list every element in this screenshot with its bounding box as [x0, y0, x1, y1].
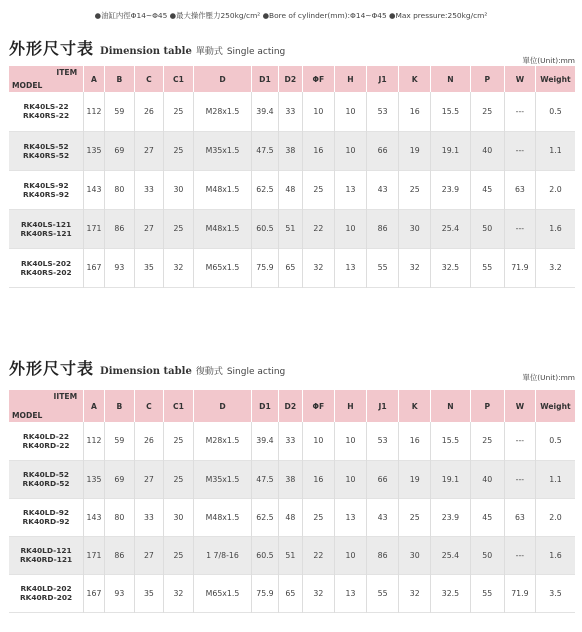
value-cell: 16: [399, 92, 431, 131]
value-cell: 30: [399, 209, 431, 248]
value-cell: 10: [302, 422, 334, 460]
column-header: ΦF: [302, 66, 334, 92]
column-header: J1: [367, 390, 399, 422]
item-label: IITEM: [53, 392, 78, 401]
model-cell: [9, 460, 84, 498]
value-cell: 171: [84, 536, 105, 574]
table-row: [9, 536, 575, 574]
model-cell: [9, 92, 84, 131]
table-row: [9, 209, 575, 248]
table-row: [9, 92, 575, 131]
value-cell: 171: [84, 209, 105, 248]
value-cell: 25: [302, 170, 334, 209]
value-cell: 55: [367, 248, 399, 287]
value-cell: 27: [134, 131, 163, 170]
column-header: D1: [252, 390, 279, 422]
column-header: P: [470, 390, 504, 422]
title-type: 單動式: [195, 47, 223, 57]
value-cell: 47.5: [252, 460, 279, 498]
value-cell: 27: [134, 460, 163, 498]
value-cell: 39.4: [252, 422, 279, 460]
value-cell: 60.5: [252, 536, 279, 574]
model-name-right: RK40RD-202: [19, 593, 73, 602]
value-cell: ---: [504, 422, 535, 460]
value-cell: 0.5: [535, 422, 575, 460]
value-cell: 143: [84, 170, 105, 209]
value-cell: 33: [278, 92, 302, 131]
value-cell: 75.9: [252, 574, 279, 612]
value-cell: 80: [104, 498, 134, 536]
value-cell: 65: [278, 574, 302, 612]
value-cell: 32: [399, 248, 431, 287]
item-model-header: [9, 66, 84, 92]
model-name-right: RK40RD-52: [22, 479, 70, 488]
column-header: C: [134, 390, 163, 422]
value-cell: 66: [367, 131, 399, 170]
value-cell: 13: [334, 574, 366, 612]
value-cell: 25: [163, 460, 193, 498]
value-cell: 13: [334, 170, 366, 209]
value-cell: 1.1: [535, 460, 575, 498]
value-cell: 25: [470, 422, 504, 460]
value-cell: ---: [504, 460, 535, 498]
value-cell: 19.1: [431, 460, 470, 498]
value-cell: 38: [278, 460, 302, 498]
value-cell: 43: [367, 498, 399, 536]
value-cell: 10: [334, 422, 366, 460]
value-cell: 2.0: [535, 170, 575, 209]
value-cell: 32.5: [431, 574, 470, 612]
value-cell: 53: [367, 422, 399, 460]
model-name-left: RK40LD-121: [20, 546, 72, 555]
value-cell: 19: [399, 460, 431, 498]
value-cell: ---: [504, 536, 535, 574]
value-cell: 23.9: [431, 170, 470, 209]
value-cell: 47.5: [252, 131, 279, 170]
model-cell: [9, 131, 84, 170]
value-cell: 16: [399, 422, 431, 460]
value-cell: 15.5: [431, 92, 470, 131]
model-name-left: RK40LS-202: [20, 258, 72, 268]
value-cell: 35: [134, 248, 163, 287]
value-cell: 93: [104, 248, 134, 287]
value-cell: 27: [134, 536, 163, 574]
column-header: D: [193, 66, 251, 92]
value-cell: 0.5: [535, 92, 575, 131]
value-cell: 25: [399, 170, 431, 209]
model-name-left: RK40LS-92: [23, 180, 69, 190]
value-cell: 1.6: [535, 209, 575, 248]
model-name-right: RK40RS-22: [23, 111, 70, 121]
column-header: Weight: [535, 66, 575, 92]
column-header: C1: [163, 66, 193, 92]
value-cell: 135: [84, 460, 105, 498]
value-cell: 19.1: [431, 131, 470, 170]
column-header: ΦF: [302, 390, 334, 422]
model-name-left: RK40LD-52: [23, 470, 70, 479]
value-cell: 60.5: [252, 209, 279, 248]
model-name-right: RK40RS-202: [20, 267, 72, 277]
table-row: [9, 422, 575, 460]
value-cell: 93: [104, 574, 134, 612]
model-name-left: RK40LD-92: [23, 508, 70, 517]
value-cell: 112: [84, 422, 105, 460]
value-cell: 13: [334, 248, 366, 287]
column-header: H: [334, 66, 366, 92]
value-cell: 50: [470, 536, 504, 574]
column-header: N: [431, 390, 470, 422]
table-row: [9, 498, 575, 536]
value-cell: 40: [470, 131, 504, 170]
column-header: P: [470, 66, 504, 92]
value-cell: 30: [163, 170, 193, 209]
value-cell: 50: [470, 209, 504, 248]
column-header: J1: [367, 66, 399, 92]
value-cell: 55: [367, 574, 399, 612]
model-name-left: RK40LD-22: [23, 431, 70, 441]
value-cell: 27: [134, 209, 163, 248]
model-name-left: RK40LS-22: [23, 102, 69, 112]
value-cell: M48x1.5: [193, 209, 251, 248]
title-mode: Single acting: [226, 47, 286, 57]
value-cell: ---: [504, 131, 535, 170]
column-header: A: [84, 390, 105, 422]
model-label: MODEL: [12, 411, 43, 420]
value-cell: 3.5: [535, 574, 575, 612]
value-cell: 69: [104, 460, 134, 498]
column-header: D: [193, 390, 251, 422]
value-cell: 86: [104, 536, 134, 574]
column-header: C: [134, 66, 163, 92]
value-cell: 55: [470, 248, 504, 287]
value-cell: 25: [163, 422, 193, 460]
column-header: K: [399, 390, 431, 422]
table-header-row: [9, 66, 575, 92]
value-cell: 48: [278, 170, 302, 209]
column-header: W: [504, 66, 535, 92]
value-cell: M65x1.5: [193, 248, 251, 287]
value-cell: M35x1.5: [193, 131, 251, 170]
value-cell: 112: [84, 92, 105, 131]
value-cell: 32: [399, 574, 431, 612]
value-cell: 59: [104, 92, 134, 131]
dimension-section-double: [9, 356, 575, 626]
value-cell: 25: [470, 92, 504, 131]
column-header: C1: [163, 390, 193, 422]
value-cell: 15.5: [431, 422, 470, 460]
value-cell: 1.1: [535, 131, 575, 170]
value-cell: ---: [504, 92, 535, 131]
column-header: D2: [278, 66, 302, 92]
value-cell: 75.9: [252, 248, 279, 287]
table-row: [9, 248, 575, 287]
value-cell: M28x1.5: [193, 422, 251, 460]
value-cell: 51: [278, 209, 302, 248]
value-cell: 69: [104, 131, 134, 170]
column-header: B: [104, 66, 134, 92]
value-cell: 16: [302, 131, 334, 170]
column-header: W: [504, 390, 535, 422]
value-cell: 45: [470, 498, 504, 536]
title-chinese: 外形尺寸表: [9, 39, 95, 58]
value-cell: 71.9: [504, 248, 535, 287]
value-cell: 10: [334, 131, 366, 170]
model-cell: [9, 498, 84, 536]
value-cell: 25: [163, 92, 193, 131]
value-cell: 62.5: [252, 170, 279, 209]
column-header: D2: [278, 390, 302, 422]
value-cell: 2.0: [535, 498, 575, 536]
model-cell: [9, 536, 84, 574]
model-name-right: RK40RS-92: [23, 189, 70, 199]
value-cell: 86: [367, 536, 399, 574]
column-header: A: [84, 66, 105, 92]
dimension-table: [9, 66, 575, 288]
table-header-row: [9, 390, 575, 422]
value-cell: M48x1.5: [193, 170, 251, 209]
model-cell: [9, 170, 84, 209]
value-cell: 25: [399, 498, 431, 536]
column-header: Weight: [535, 390, 575, 422]
model-cell: [9, 574, 84, 612]
model-name-right: RK40RD-22: [22, 440, 70, 450]
value-cell: M48x1.5: [193, 498, 251, 536]
model-name-right: RK40RS-121: [20, 228, 72, 238]
value-cell: 32: [302, 574, 334, 612]
value-cell: 30: [163, 498, 193, 536]
value-cell: 35: [134, 574, 163, 612]
column-header: B: [104, 390, 134, 422]
value-cell: 48: [278, 498, 302, 536]
value-cell: 63: [504, 498, 535, 536]
value-cell: 43: [367, 170, 399, 209]
value-cell: 45: [470, 170, 504, 209]
value-cell: 86: [367, 209, 399, 248]
value-cell: 25: [163, 131, 193, 170]
model-name-left: RK40LD-202: [20, 584, 72, 593]
title-english: Dimension table: [100, 46, 192, 57]
value-cell: 53: [367, 92, 399, 131]
value-cell: M28x1.5: [193, 92, 251, 131]
item-model-header: [9, 390, 84, 422]
value-cell: 25.4: [431, 209, 470, 248]
value-cell: 26: [134, 422, 163, 460]
value-cell: 10: [334, 536, 366, 574]
value-cell: 86: [104, 209, 134, 248]
value-cell: 80: [104, 170, 134, 209]
value-cell: 22: [302, 536, 334, 574]
value-cell: 3.2: [535, 248, 575, 287]
dimension-section-single: [9, 36, 575, 281]
title-mode: Single acting: [226, 367, 286, 377]
value-cell: 25: [163, 536, 193, 574]
value-cell: ---: [504, 209, 535, 248]
column-header: N: [431, 66, 470, 92]
table-row: [9, 574, 575, 612]
value-cell: 23.9: [431, 498, 470, 536]
value-cell: 32.5: [431, 248, 470, 287]
table-row: [9, 131, 575, 170]
model-label: MODEL: [12, 81, 43, 90]
value-cell: 33: [278, 422, 302, 460]
value-cell: 10: [334, 209, 366, 248]
unit-label: 單位(Unit):mm: [522, 373, 575, 382]
value-cell: 1 7/8-16: [193, 536, 251, 574]
unit-label: 單位(Unit):mm: [522, 56, 575, 65]
value-cell: 19: [399, 131, 431, 170]
value-cell: M35x1.5: [193, 460, 251, 498]
model-name-right: RK40RD-121: [19, 555, 73, 564]
value-cell: 10: [302, 92, 334, 131]
section-title: [9, 356, 285, 379]
column-header: K: [399, 66, 431, 92]
value-cell: 10: [334, 460, 366, 498]
table-row: [9, 460, 575, 498]
value-cell: 65: [278, 248, 302, 287]
value-cell: 66: [367, 460, 399, 498]
column-header: D1: [252, 66, 279, 92]
section-title: [9, 36, 285, 59]
table-row: [9, 170, 575, 209]
value-cell: 25: [302, 498, 334, 536]
model-cell: [9, 248, 84, 287]
value-cell: 63: [504, 170, 535, 209]
model-name-right: RK40RD-92: [22, 517, 70, 526]
value-cell: 167: [84, 574, 105, 612]
spec-header-line: ●油缸内徑Φ14~Φ45 ●最大操作壓力250kg/cm² ●Bore of cylinder(mm):Φ14~Φ45 ●Max pressure:250kg/cm²: [94, 11, 488, 20]
value-cell: 71.9: [504, 574, 535, 612]
value-cell: 33: [134, 498, 163, 536]
value-cell: 10: [334, 92, 366, 131]
value-cell: 25: [163, 209, 193, 248]
column-header: H: [334, 390, 366, 422]
title-chinese: 外形尺寸表: [9, 359, 95, 378]
value-cell: 167: [84, 248, 105, 287]
dimension-table: [9, 390, 575, 613]
item-label: ITEM: [56, 68, 78, 77]
value-cell: 33: [134, 170, 163, 209]
model-name-left: RK40LS-52: [23, 141, 69, 151]
value-cell: 30: [399, 536, 431, 574]
title-type: 復動式: [195, 367, 223, 377]
value-cell: 38: [278, 131, 302, 170]
model-cell: [9, 422, 84, 460]
value-cell: 40: [470, 460, 504, 498]
value-cell: 135: [84, 131, 105, 170]
value-cell: 32: [163, 574, 193, 612]
value-cell: 55: [470, 574, 504, 612]
value-cell: 26: [134, 92, 163, 131]
value-cell: 39.4: [252, 92, 279, 131]
model-name-right: RK40RS-52: [23, 150, 70, 160]
value-cell: 59: [104, 422, 134, 460]
value-cell: 51: [278, 536, 302, 574]
model-cell: [9, 209, 84, 248]
value-cell: 32: [163, 248, 193, 287]
value-cell: 16: [302, 460, 334, 498]
value-cell: 13: [334, 498, 366, 536]
value-cell: 1.6: [535, 536, 575, 574]
value-cell: 25.4: [431, 536, 470, 574]
value-cell: 143: [84, 498, 105, 536]
value-cell: 32: [302, 248, 334, 287]
value-cell: M65x1.5: [193, 574, 251, 612]
model-name-left: RK40LS-121: [20, 219, 72, 229]
value-cell: 22: [302, 209, 334, 248]
value-cell: 62.5: [252, 498, 279, 536]
title-english: Dimension table: [100, 366, 192, 377]
